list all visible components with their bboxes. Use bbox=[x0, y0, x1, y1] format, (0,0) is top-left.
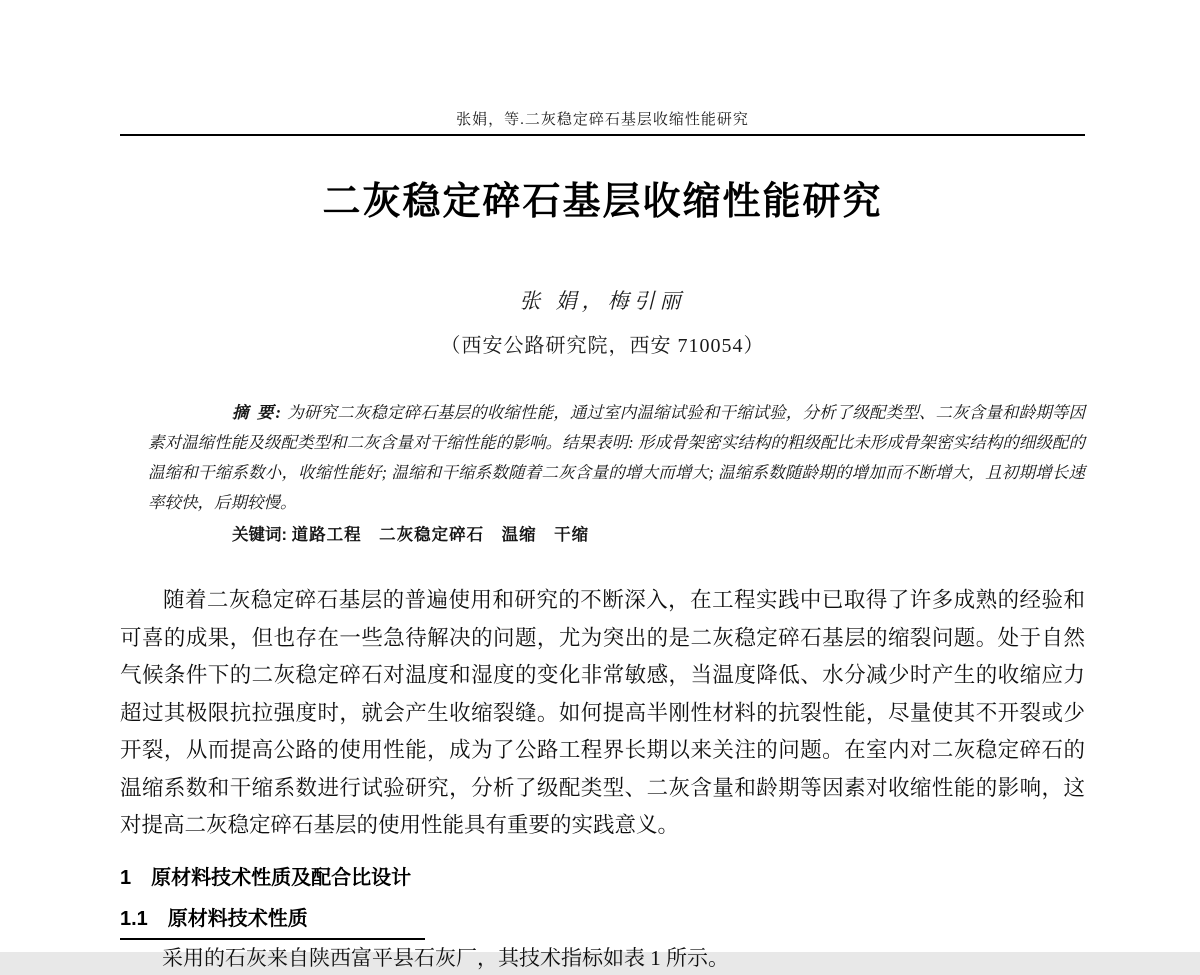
running-head: 张娟，等.二灰稳定碎石基层收缩性能研究 bbox=[456, 112, 749, 128]
running-head-rule bbox=[120, 134, 1085, 136]
authors: 张 娟，梅引丽 bbox=[519, 289, 686, 313]
keywords bbox=[148, 520, 1085, 550]
section-1-heading: 1 原材料技术性质及配合比设计 bbox=[120, 866, 412, 889]
section-1-1-heading: 1.1 原材料技术性质 bbox=[120, 907, 308, 930]
intro-paragraph: 随着二灰稳定碎石基层的普遍使用和研究的不断深入，在工程实践中已取得了许多成熟的经验和可喜的成果，但也存在一些急待解决的问题，尤为突出的是二灰稳定碎石基层的缩裂问题。处于自然气候条件下的二灰稳定碎石对温度和湿度的变化非常敏感，当温度降低、水分减少时产生的收缩应力超过其极限抗拉强度时，就会产生收缩裂缝。如何提高半刚性材料的抗裂性能，尽量使其不开裂或少开裂，从而提高公路的使用性能，成为了公路工程界长期以来关注的问题。在室内对二灰稳定碎石的温缩系数和干缩系数进行试验研究，分析了级配类型、二灰含量和龄期等因素对收缩性能的影响，这对提高二灰稳定碎石基层的使用性能具有重要的实践意义。 bbox=[120, 588, 1085, 837]
keywords-label: 关键词: bbox=[232, 526, 287, 544]
page-content bbox=[120, 0, 1085, 975]
abstract-text: 为研究二灰稳定碎石基层的收缩性能，通过室内温缩试验和干缩试验，分析了级配类型、二灰含量和龄期等因素对温缩性能及级配类型和二灰含量对干缩性能的影响。结果表明: 形成骨架密实结构的粗级配比未形成骨架密实结构的细级配的温缩和干缩系数小，收缩性能好; 温缩和干缩系数随着二灰含量的增大而增大; 温缩系数随龄期的增加而不断增大，且初期增长速率较快，后期较慢。 bbox=[148, 403, 1086, 512]
paper-title: 二灰稳定碎石基层收缩性能研究 bbox=[322, 181, 883, 223]
table-top-rule bbox=[120, 938, 425, 940]
abstract-label: 摘 要: bbox=[232, 403, 283, 422]
materials-paragraph: 采用的石灰来自陕西富平县石灰厂，其技术指标如表 1 所示。 bbox=[162, 945, 729, 970]
keywords-text: 道路工程 二灰稳定碎石 温缩 干缩 bbox=[291, 526, 590, 544]
abstract bbox=[148, 398, 1085, 518]
affiliation: （西安公路研究院，西安 710054） bbox=[440, 335, 765, 357]
